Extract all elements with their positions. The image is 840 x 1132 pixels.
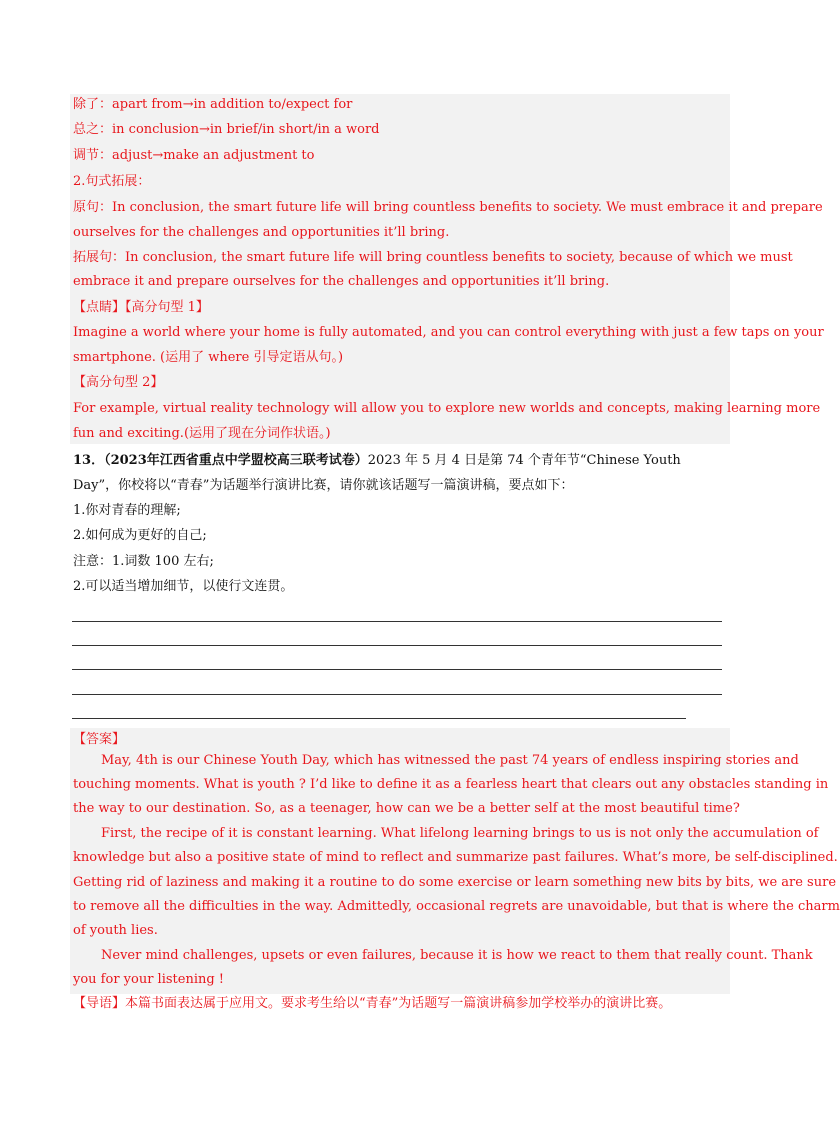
text-line: embrace it and prepare ourselves for the challenges and opportunities it’ll bring.	[73, 274, 610, 289]
text-line: For example, virtual reality technology will allow you to explore new worlds and concepts, making learning more	[73, 401, 821, 416]
text-line: 调节：adjust→make an adjustment to	[73, 148, 315, 163]
answer-line: the way to our destination. So, as a teenager, how can we be a better self at the most beautiful time?	[73, 801, 740, 816]
text-line: 【点睛】【高分句型 1】	[73, 300, 209, 315]
writing-line	[72, 718, 686, 719]
text-line: 总之：in conclusion→in brief/in short/in a word	[73, 122, 380, 137]
question-intro: 2023 年 5 月 4 日是第 74 个青年节“Chinese Youth	[367, 453, 681, 468]
text-line: smartphone. (运用了 where 引导定语从句。)	[73, 350, 344, 365]
answer-line: of youth lies.	[73, 923, 158, 938]
answer-line: Never mind challenges, upsets or even failures, because it is how we react to them that really count. Thank	[101, 948, 813, 963]
text-line: 【高分句型 2】	[73, 375, 164, 390]
question-header	[73, 452, 731, 470]
writing-line	[72, 694, 722, 695]
question-line: 1.你对青春的理解;	[73, 503, 181, 518]
text-line: 拓展句：In conclusion, the smart future life will bring countless benefits to society, because of which we must	[73, 250, 793, 265]
answer-line: touching moments. What is youth ? I’d like to define it as a fearless heart that clears out any obstacles standing in	[73, 777, 829, 792]
writing-line	[72, 669, 722, 670]
writing-line	[72, 621, 722, 622]
text-line: 除了：apart from→in addition to/expect for	[73, 97, 353, 112]
answer-line: Getting rid of laziness and making it a routine to do some exercise or learn something new bits by bits, we are sure	[73, 875, 837, 890]
question-line: Day”，你校将以“青春”为话题举行演讲比赛，请你就该话题写一篇演讲稿，要点如下：	[73, 478, 574, 493]
question-source: （2023年江西省重点中学盟校高三联考试卷）	[104, 453, 368, 468]
answer-line: First, the recipe of it is constant learning. What lifelong learning brings to us is not only the accumulation of	[101, 826, 819, 841]
text-line: Imagine a world where your home is fully automated, and you can control everything with just a few taps on your	[73, 325, 824, 340]
text-line: fun and exciting.(运用了现在分词作状语。)	[73, 426, 331, 441]
guide-line: 【导语】本篇书面表达属于应用文。要求考生给以“青春”为话题写一篇演讲稿参加学校举办的演讲比赛。	[73, 996, 672, 1011]
writing-line	[72, 645, 722, 646]
answer-line: you for your listening !	[73, 972, 225, 987]
answer-line: knowledge but also a positive state of mind to reflect and summarize past failures. What’s more, be self-disciplined.	[73, 850, 838, 865]
answer-line: May, 4th is our Chinese Youth Day, which has witnessed the past 74 years of endless inspiring stories and	[101, 753, 799, 768]
question-line: 2.可以适当增加细节，以使行文连贯。	[73, 579, 294, 594]
question-line: 注意：1.词数 100 左右;	[73, 554, 214, 569]
text-line: ourselves for the challenges and opportunities it’ll bring.	[73, 225, 450, 240]
text-line: 2.句式拓展：	[73, 174, 151, 189]
answer-label: 【答案】	[73, 732, 126, 747]
answer-line: to remove all the difficulties in the way. Admittedly, occasional regrets are unavoidable, but that is where the charm	[73, 899, 840, 914]
text-line: 原句：In conclusion, the smart future life will bring countless benefits to society. We must embrace it and prepare	[73, 200, 823, 215]
question-line: 2.如何成为更好的自己;	[73, 528, 207, 543]
question-number: 13．	[73, 453, 105, 468]
